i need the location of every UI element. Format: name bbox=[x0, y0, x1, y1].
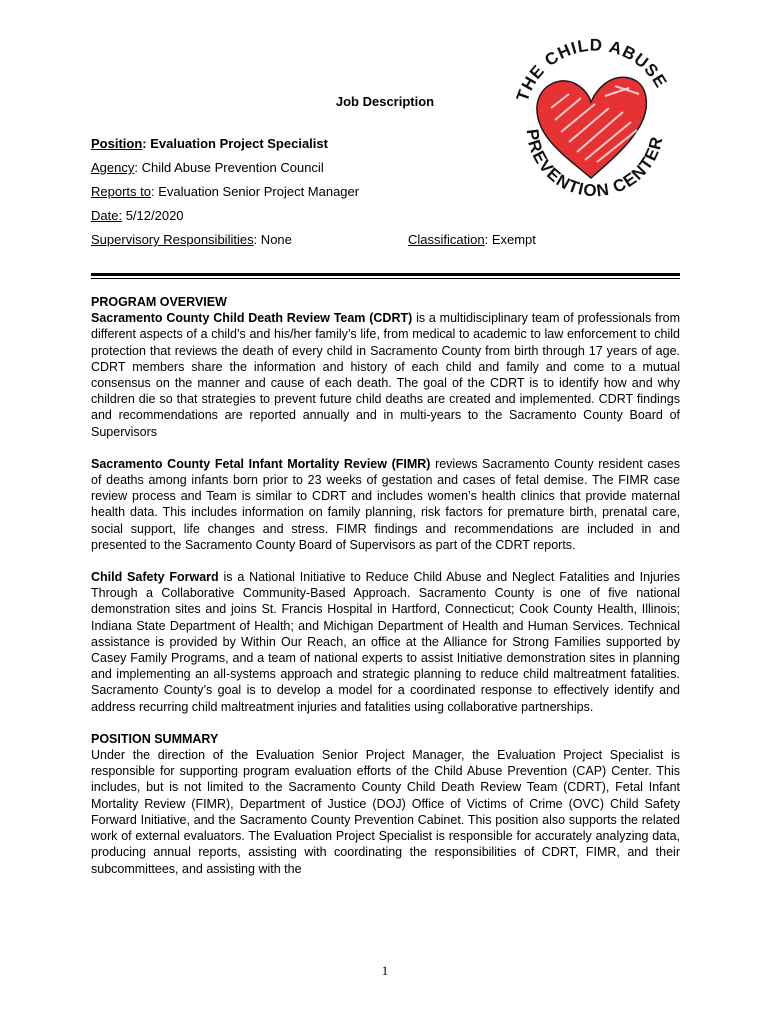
fimr-paragraph bbox=[91, 456, 680, 553]
child-safety-forward-paragraph bbox=[91, 569, 680, 715]
page-title: Job Description bbox=[335, 94, 435, 109]
logo-arc-bottom-text: PREVENTION CENTER bbox=[522, 127, 667, 201]
cdrt-text: is a multidisciplinary team of professionals from different aspects of a child’s and his/her family’s life, from medical to academic to law enforcement to child protection that reviews the death of every child in Sacramento County from birth through 17 years of age. CDRT members share the information and history of each child and family and come to a mutual consensus on the manner and cause of each death. The goal of the CDRT is to identify how and why children die so that strategies to prevent future child deaths are created and implemented. CDRT findings and recommendations are reported annually and in multi-years to the Sacramento County Board of Supervisors bbox=[91, 311, 681, 439]
cdrt-name: Sacramento County Child Death Review Team (CDRT) bbox=[91, 311, 413, 326]
position-field bbox=[91, 136, 328, 151]
supervisory-field bbox=[91, 232, 292, 247]
page-number: 1 bbox=[381, 963, 389, 978]
supervisory-label: Supervisory Responsibilities bbox=[91, 232, 254, 247]
agency-value: : Child Abuse Prevention Council bbox=[134, 160, 324, 175]
reports-to-label: Reports to bbox=[91, 184, 151, 199]
heart-logo-icon bbox=[505, 28, 677, 204]
position-summary-paragraph: Under the direction of the Evaluation Senior Project Manager, the Evaluation Project Specialist is responsible for supporting program evaluation efforts of the Child Abuse Prevention (CAP) Center. This includes, but is not limited to the Sacramento County Child Death Review Team (CDRT), Fetal Infant Mortality Review (FIMR), Department of Justice (DOJ) Office of Victims of Crime (OVC) Child Safety Forward Initiative, and the Sacramento County Prevention Cabinet. This position also supports the related work of external evaluators. The Evaluation Project Specialist is responsible for accurately analyzing data, producing annual reports, assisting with coordinating the responsibilities of CDRT, FIMR, and their subcommittees, and assisting with the bbox=[91, 748, 680, 876]
date-label: Date: bbox=[91, 208, 123, 223]
header-divider-thin bbox=[91, 278, 680, 279]
reports-to-field bbox=[91, 184, 359, 199]
fimr-text: reviews Sacramento County resident cases of deaths among infants born prior to 23 weeks of gestation and cases of fetal demise. The FIMR case review process and Team is similar to CDRT and includes women’s health clinics that provide maternal health data. This includes information on family planning, risk factors for premature birth, prenatal care, social support, life changes and stress. FIMR findings and recommendations are included in and presented to the Sacramento County Board of Supervisors as part of the CDRT reports. bbox=[91, 456, 680, 552]
reports-to-value: : Evaluation Senior Project Manager bbox=[150, 184, 360, 199]
header-divider-thick bbox=[91, 273, 680, 276]
date-value: 5/12/2020 bbox=[122, 208, 184, 223]
position-summary-heading: POSITION SUMMARY bbox=[91, 731, 219, 746]
position-value: : Evaluation Project Specialist bbox=[142, 136, 328, 151]
classification-field bbox=[408, 232, 536, 247]
classification-value: : Exempt bbox=[484, 232, 536, 247]
cdrt-paragraph bbox=[91, 310, 680, 440]
program-overview-heading: PROGRAM OVERVIEW bbox=[91, 295, 227, 309]
document-body bbox=[91, 294, 680, 877]
child-safety-forward-name: Child Safety Forward bbox=[91, 570, 219, 585]
fimr-name: Sacramento County Fetal Infant Mortality Review (FIMR) bbox=[91, 456, 431, 471]
agency-field bbox=[91, 160, 324, 175]
position-label: Position bbox=[91, 136, 143, 151]
logo-arc-top-text: THE CHILD ABUSE bbox=[512, 35, 671, 104]
supervisory-value: : None bbox=[253, 232, 292, 247]
child-abuse-prevention-center-logo bbox=[505, 28, 677, 204]
classification-label: Classification bbox=[408, 232, 485, 247]
date-field bbox=[91, 208, 184, 223]
agency-label: Agency bbox=[91, 160, 135, 175]
child-safety-forward-text: is a National Initiative to Reduce Child Abuse and Neglect Fatalities and Injuries Through a Collaborative Community-Based Approach. Sacramento County is one of five national demonstration sites and joins St. Francis Hospital in Hartford, Connecticut; Cook County Health, Illinois; Indiana State Department of Health; and Michigan Department of Health and Human Services. Technical assistance is provided by Within Our Reach, an office at the Alliance for Strong Families supported by Casey Family Programs, and a team of national experts to assist Initiative demonstration sites in planning and implementing an all-systems approach and strategic planning to reduce child maltreatment fatalities. Sacramento County’s goal is to develop a model for a coordinated response to effectively identify and address recurring child maltreatment injuries and fatalities using collaborative partnerships. bbox=[91, 570, 680, 714]
